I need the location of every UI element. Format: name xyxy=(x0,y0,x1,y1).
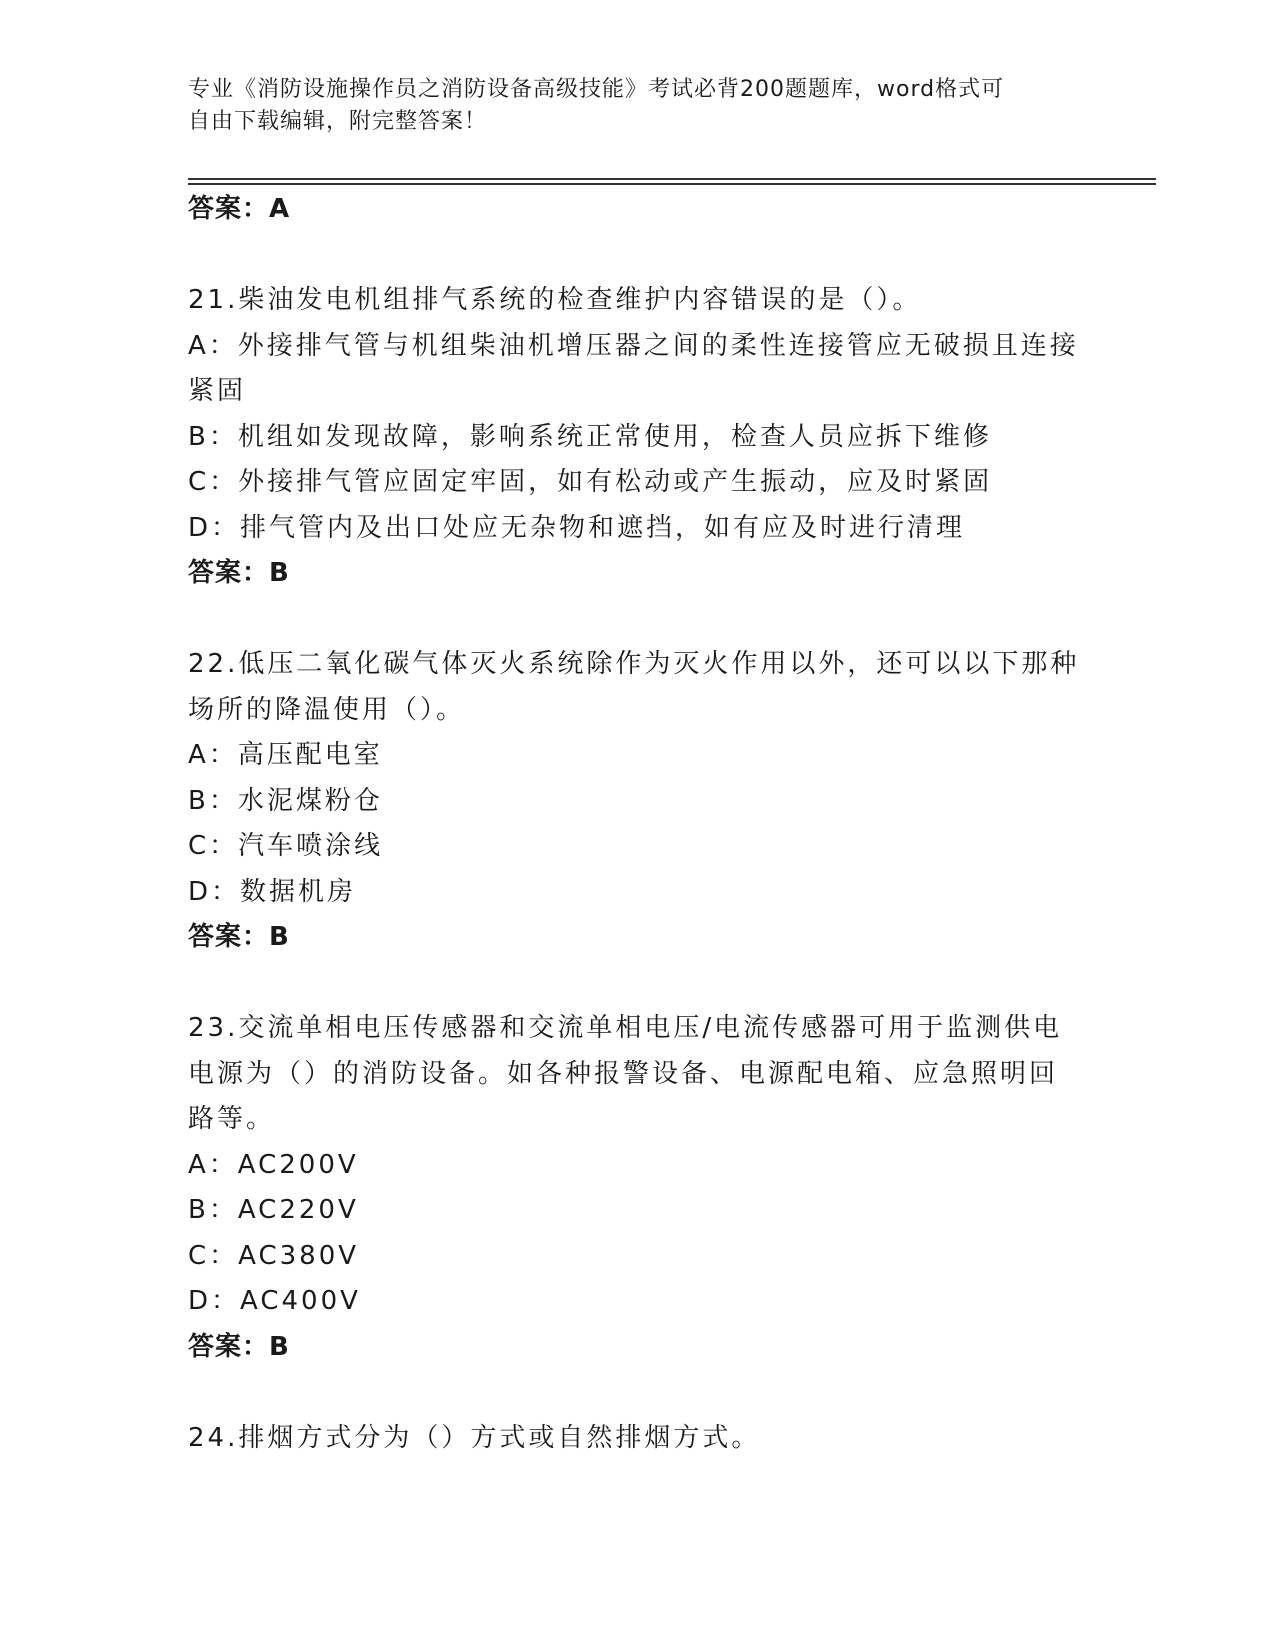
header-line-1: 专业《消防设施操作员之消防设备高级技能》考试必背200题题库，word格式可 xyxy=(188,77,1005,102)
option-d: D：数据机房 xyxy=(188,876,357,907)
question-block-21 xyxy=(188,278,1079,597)
option-b: B：机组如发现故障，影响系统正常使用，检查人员应拆下维修 xyxy=(188,421,992,452)
header-rule-bottom xyxy=(188,183,1156,185)
question-stem-continued: 路等。 xyxy=(188,1104,276,1134)
question-stem: 22.低压二氧化碳气体灭火系统除作为灭火作用以外，还可以以下那种 xyxy=(188,649,1080,679)
option-b: B：水泥煤粉仓 xyxy=(188,785,383,816)
question-stem: 23.交流单相电压传感器和交流单相电压/电流传感器可用于监测供电 xyxy=(188,1013,1063,1043)
question-stem-continued: 电源为（）的消防设备。如各种报警设备、电源配电箱、应急照明回 xyxy=(188,1058,1059,1089)
question-block-22 xyxy=(188,642,1080,961)
answer-line: 答案：B xyxy=(188,558,290,588)
option-a: A：高压配电室 xyxy=(188,740,383,770)
option-a-continued: 紧固 xyxy=(188,376,247,406)
question-stem-continued: 场所的降温使用（）。 xyxy=(188,694,466,725)
option-a: A：AC200V xyxy=(188,1149,359,1180)
answer-line: 答案：B xyxy=(188,922,290,952)
header-line-2: 自由下载编辑，附完整答案！ xyxy=(188,109,488,134)
question-stem: 21.柴油发电机组排气系统的检查维护内容错误的是（）。 xyxy=(188,285,922,315)
question-block-23 xyxy=(188,1006,1068,1370)
option-b: B：AC220V xyxy=(188,1195,359,1225)
option-d: D：排气管内及出口处应无杂物和遮挡，如有应及时进行清理 xyxy=(188,512,966,543)
option-c: C：AC380V xyxy=(188,1240,360,1271)
document-header xyxy=(188,74,1068,138)
question-stem: 24.排烟方式分为（）方式或自然排烟方式。 xyxy=(188,1422,761,1453)
answer-line: 答案：B xyxy=(188,1331,290,1362)
option-c: C：汽车喷涂线 xyxy=(188,831,384,861)
answer-line: 答案：A xyxy=(188,194,291,224)
question-block-24 xyxy=(188,1416,1068,1462)
option-d: D：AC400V xyxy=(188,1286,361,1316)
header-rule-top xyxy=(188,178,1156,180)
option-a: A：外接排气管与机组柴油机增压器之间的柔性连接管应无破损且连接 xyxy=(188,330,1079,361)
question-list xyxy=(188,187,1080,1461)
option-c: C：外接排气管应固定牢固，如有松动或产生振动，应及时紧固 xyxy=(188,467,993,497)
